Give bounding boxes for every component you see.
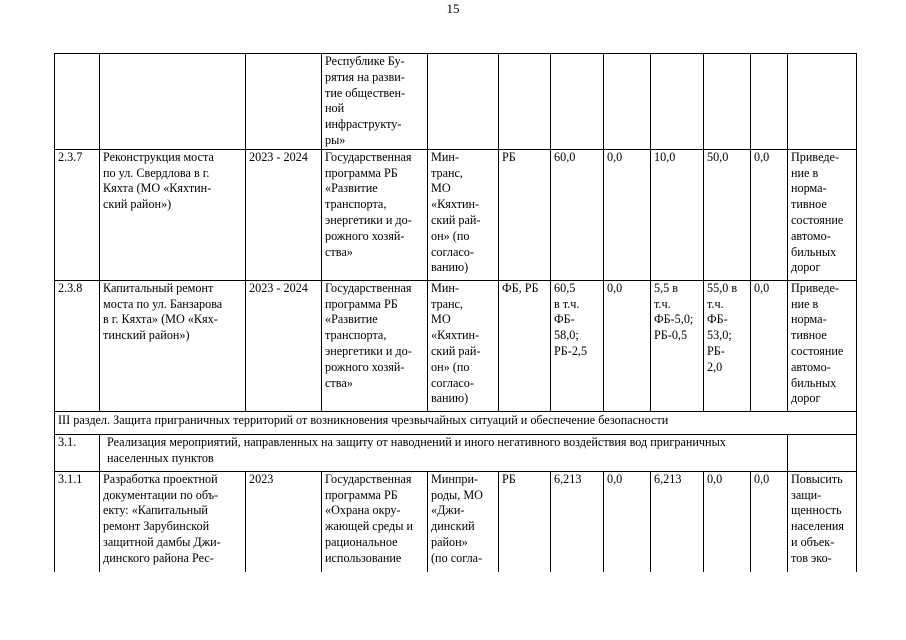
cell-y2022 [604,54,651,150]
cell-y2025: 0,0 [751,280,788,411]
cell-program: Республике Бу- рятия на разви- тие обществен- ной инфраструкту- ры» [322,54,428,150]
cell-y2024: 55,0 в т.ч. ФБ- 53,0; РБ- 2,0 [704,280,751,411]
cell-source: ФБ, РБ [499,280,551,411]
cell-executor [428,54,499,150]
cell-result: Приведе- ние в норма- тивное состояние автомо- бильных дорог [788,149,857,280]
subsection-heading: Реализация мероприятий, направленных на защиту от наводнений и иного негативного воздействия вод приграничных населенных пунктов [100,434,788,471]
cell-executor: Мин- транс, МО «Кяхтин- ский рай- он» (по согласо- ванию) [428,280,499,411]
cell-y2022: 0,0 [604,149,651,280]
cell-executor: Мин- транс, МО «Кяхтин- ский рай- он» (по согласо- ванию) [428,149,499,280]
cell-program: Государственная программа РБ «Развитие транспорта, энергетики и до- рожного хозяй- ства» [322,280,428,411]
cell-name: Капитальный ремонт моста по ул. Банзарова в г. Кяхта» (МО «Кях- тинский район») [100,280,246,411]
cell-y2025 [751,54,788,150]
cell-y2024: 0,0 [704,471,751,572]
cell-y2023 [651,54,704,150]
cell-num: 3.1. [55,434,100,471]
cell-total: 6,213 [551,471,604,572]
section-row [55,411,857,434]
cell-executor: Минпри- роды, МО «Джи- динский район» (по согла- [428,471,499,572]
table-row-2-3-7 [55,149,857,280]
cell-period: 2023 - 2024 [246,280,322,411]
cell-y2023: 5,5 в т.ч. ФБ-5,0; РБ-0,5 [651,280,704,411]
cell-y2022: 0,0 [604,471,651,572]
cell-total [551,54,604,150]
table-row-3-1-1 [55,471,857,572]
table-row-2-3-8 [55,280,857,411]
table-row-continuation [55,54,857,150]
cell-total: 60,0 [551,149,604,280]
cell-y2022: 0,0 [604,280,651,411]
cell-y2023: 10,0 [651,149,704,280]
cell-name: Разработка проектной документации по объ- екту: «Капитальный ремонт Зарубинской защитной дамбы Джи- динского района Рес- [100,471,246,572]
cell-y2025: 0,0 [751,149,788,280]
cell-result: Повысить защи- щенность населения и объек- тов эко- [788,471,857,572]
page-number: 15 [446,1,460,16]
cell-program: Государственная программа РБ «Развитие транспорта, энергетики и до- рожного хозяй- ства» [322,149,428,280]
cell-period [246,54,322,150]
cell-period: 2023 - 2024 [246,149,322,280]
cell-num [55,54,100,150]
subsection-row [55,434,857,471]
cell-program: Государственная программа РБ «Охрана окру- жающей среды и рациональное использование [322,471,428,572]
cell-num: 2.3.7 [55,149,100,280]
cell-y2023: 6,213 [651,471,704,572]
cell-y2024: 50,0 [704,149,751,280]
cell-result [788,54,857,150]
program-activities-table [54,53,857,572]
cell-num: 2.3.8 [55,280,100,411]
cell-period: 2023 [246,471,322,572]
cell-total: 60,5 в т.ч. ФБ- 58,0; РБ-2,5 [551,280,604,411]
cell-num: 3.1.1 [55,471,100,572]
cell-source: РБ [499,149,551,280]
cell-y2025: 0,0 [751,471,788,572]
cell-name [100,54,246,150]
cell-source: РБ [499,471,551,572]
section-heading: III раздел. Защита приграничных территорий от возникновения чрезвычайных ситуаций и обеспечение безопасности [55,411,857,434]
cell-result [788,434,857,471]
cell-result: Приведе- ние в норма- тивное состояние автомо- бильных дорог [788,280,857,411]
cell-y2024 [704,54,751,150]
cell-name: Реконструкция моста по ул. Свердлова в г. Кяхта (МО «Кяхтин- ский район») [100,149,246,280]
cell-source [499,54,551,150]
